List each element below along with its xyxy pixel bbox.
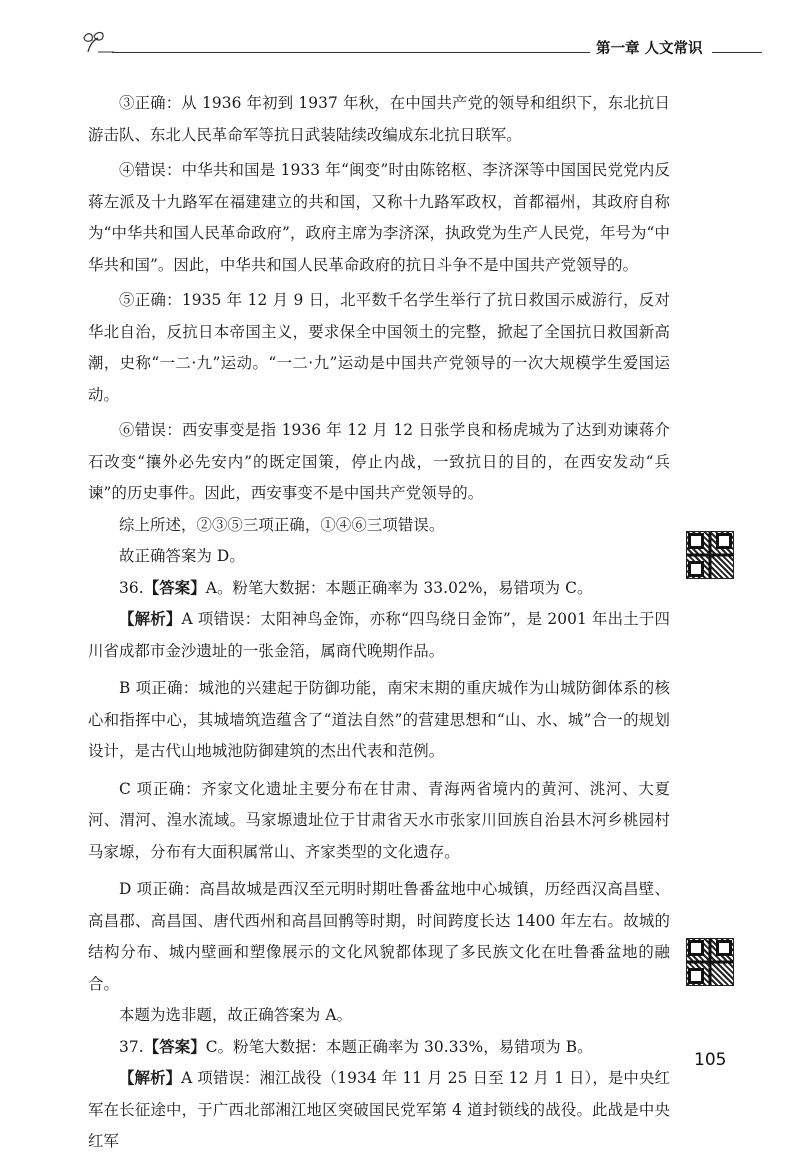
chapter-title: 第一章 人文常识 [596,41,703,57]
analysis-text-36: A 项错误：太阳神鸟金饰，亦称“四鸟绕日金饰”，是 2001 年出土于四川省成都市金沙遗址的一张金箔，属商代晚期作品。 [88,610,671,660]
paragraph-item-5: ⑤正确：1935 年 12 月 9 日，北平数千名学生举行了抗日救国示威游行，反对华北自治，反抗日本帝国主义，要求保全中国领土的完整，掀起了全国抗日救国新高潮，史称“一二·九”运动。“一二·九”运动是中国共产党领导的一次大规模学生爱国运动。 [88,291,670,404]
analysis-text-37: A 项错误：湘江战役（1934 年 11 月 25 日至 12 月 1 日），是中央红军在长征途中，于广西北部湘江地区突破国民党军第 4 道封锁线的战役。此战是中央红军 [88,1069,670,1150]
paragraph-item-6: ⑥错误：西安事变是指 1936 年 12 月 12 日张学良和杨虎城为了达到劝谏蒋介石改变“攘外必先安内”的既定国策，停止内战，一致抗日的目的，在西安发动“兵谏”的历史事件。因此，西安事变不是中国共产党领导的。 [88,421,670,502]
analysis-tag-36: 【解析】 [119,610,182,628]
answer-tag-37: 【答案】 [143,1037,206,1056]
paragraph-item-4: ④错误：中华共和国是 1933 年“闽变”时由陈铭枢、李济深等中国国民党党内反蒋左派及十九路军在福建建立的共和国，又称十九路军政权，首都福州，其政府自称为“中华共和国人民革命政府”，政府主席为李济深，执政党为生产人民党，年号为“中华共和国”。因此，中华共和国人民革命政府的抗日斗争不是中国共产党领导的。 [88,161,670,274]
answer-tag-36: 【答案】 [143,578,206,597]
option-d-36: D 项正确：高昌故城是西汉至元明时期吐鲁番盆地中心城镇，历经西汉高昌壁、高昌郡、高昌国、唐代西州和高昌回鹘等时期，时间跨度长达 1400 年左右。故城的结构分布、城内壁画和塑像展示的文化风貌都体现了多民族文化在吐鲁番盆地的融合。 [88,880,670,993]
qr-code-36-icon[interactable] [686,531,734,579]
question-number-36: 36. [119,578,144,597]
option-c-36: C 项正确：齐家文化遗址主要分布在甘肃、青海两省境内的黄河、洮河、大夏河、渭河、湟水流域。马家塬遗址位于甘肃省天水市张家川回族自治县木河乡桃园村马家塬，分布有大面积属常山、齐家类型的文化遗存。 [88,779,670,861]
page-body [88,88,670,1158]
qr-code-37-icon[interactable] [686,938,734,986]
answer-text-37: C。粉笔大数据：本题正确率为 30.33%，易错项为 B。 [205,1037,593,1056]
analysis-tag-37: 【解析】 [119,1069,182,1087]
leaf-sprout-icon [80,30,114,56]
analysis-36 [88,604,670,667]
question-number-37: 37. [119,1037,144,1056]
paragraph-summary: 综上所述，②③⑤三项正确，①④⑥三项错误。 [119,515,445,534]
answer-37 [88,1032,670,1064]
answer-text-36: A。粉笔大数据：本题正确率为 33.02%，易错项为 C。 [205,578,593,597]
answer-36 [88,573,670,605]
header-rule-right [712,52,762,53]
option-b-36: B 项正确：城池的兴建起于防御功能，南宋末期的重庆城作为山城防御体系的核心和指挥中心，其城墙筑造蕴含了“道法自然”的营建思想和“山、水、城”合一的规划设计，是古代山地城池防御建筑的杰出代表和范例。 [88,679,670,760]
page-number: 105 [694,1050,727,1070]
conclusion-36: 本题为选非题，故正确答案为 A。 [119,1006,353,1024]
analysis-37 [88,1063,670,1158]
paragraph-answer-35: 故正确答案为 D。 [119,547,245,565]
header-rule-left [112,52,590,53]
paragraph-item-3: ③正确：从 1936 年初到 1937 年秋，在中国共产党的领导和组织下，东北抗日游击队、东北人民革命军等抗日武装陆续改编成东北抗日联军。 [88,94,670,144]
page-header [0,0,800,70]
